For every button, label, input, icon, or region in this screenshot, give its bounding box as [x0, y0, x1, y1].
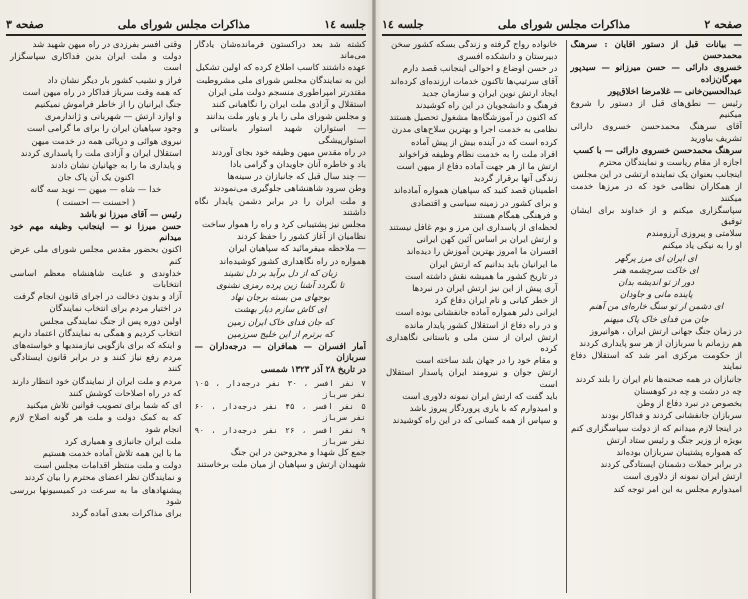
paragraph: خانواده رواج گرفته و زندگی بسکه کشور سخن	[391, 40, 558, 50]
paragraph: دولت و ملت ایران بدین فداکاری سپاسگزار است	[10, 52, 182, 74]
paragraph: آقای سرهنگ محمدحسن خسروی دارائی تشریف بیاورید	[570, 122, 742, 144]
paragraph: زندگی آنها برقرار گردید	[473, 174, 558, 185]
paragraph: ارتش ایران نمونه از دلاوری است	[623, 472, 742, 483]
paragraph: پاینده مانی و جاودان	[619, 290, 693, 301]
paragraph: جانبازان در همه صحنه‌ها نام ایران را بلند کردند	[575, 374, 742, 385]
paragraph: و اینکه که برای بازگویی نیازمندیها و خواسته‌های	[12, 341, 182, 352]
right-page-columns	[382, 40, 742, 593]
paragraph: اکنون یک آن پاک جان	[57, 173, 134, 184]
paragraph: ای که شما برای تصویب قوانین تلاش میکنید	[26, 401, 182, 412]
paragraph: تا نگردد آشنا زین پرده رمزی نشنوی	[216, 281, 345, 292]
paragraph: ۵ نفر افسر ، ۴۵ نفر درجه‌دار ، ۶۰ نفر سرباز	[194, 402, 366, 423]
paragraph: اجازه از مقام ریاست و نمایندگان محترم	[598, 158, 742, 169]
paragraph: آمار افسران — همافران — درجه‌داران — سربازان	[194, 342, 366, 364]
paragraph: نیروی هوائی و دریائی همه در خدمت میهن	[31, 136, 182, 147]
paragraph: خسروی دارائی — حسن میرزانو — سیدپور مهرگان‌زاده	[570, 63, 742, 85]
paragraph: امیدوارم مجلس به این امر توجه کند	[613, 484, 742, 495]
left-page	[0, 0, 372, 599]
paragraph: در راه مقدس میهن وظیفه خود بجای آوردند	[211, 147, 366, 158]
paragraph: جمع کل شهدا و مجروحین در این جنگ	[230, 447, 366, 458]
paragraph: از حکومت مرکزی امر شد که استقلال دفاع نمایند	[570, 351, 742, 373]
left-session-label: جلسه ۱٤	[324, 17, 366, 31]
paragraph: و در راه دفاع از استقلال کشور پایدار مانده	[404, 320, 558, 331]
paragraph: کرده است که در آینده بیش از پیش آماده	[411, 137, 558, 148]
paragraph: آری پیش از این نیز ارتش ایران در نبردها	[412, 284, 558, 295]
right-page-header	[382, 14, 742, 36]
right-page-column-right	[566, 40, 743, 593]
paragraph: در اینجا لازم میدانم که از دولت سپاسگزاری کنم	[571, 423, 742, 434]
paragraph: اینجانب بعنوان یک نماینده ارتشی در این مجلس	[573, 170, 742, 181]
paragraph: برای مذاکرات بعدی آماده گردد	[71, 508, 182, 519]
paragraph: که اکنون در آموزشگاه‌ها مشغول تحصیل هستند	[389, 113, 558, 124]
paragraph: سرهنگ محمدحسن خسروی دارائی — با کسب	[573, 145, 742, 156]
paragraph: سلامتی و پیروزی آرزومندم	[646, 229, 742, 240]
paragraph: — بیانات قبل از دستور آقایان : سرهنگ محمدحسن	[570, 40, 742, 62]
paragraph: و سپاس از همه کسانی که در این راه کوشیدند	[392, 416, 558, 427]
paragraph: دولت و ملت منتظر اقدامات مجلس است	[33, 461, 182, 472]
paragraph: مردم و ملت ایران از نمایندگان خود انتظار دارند	[11, 376, 182, 387]
paragraph: اطمینان قصد کنید که سپاهیان همواره آماده‌اند	[393, 186, 558, 197]
paragraph: افراد ملت را به خدمت نظام وظیفه فراخواند	[398, 149, 558, 160]
paragraph: سپاسگزاری میکنم و از خداوند برای ایشان توفیق	[570, 205, 742, 228]
paragraph: ۹ نفر افسر ، ۲۶ نفر درجه‌دار ، ۹۰ نفر سرباز	[194, 425, 366, 446]
paragraph: خدا — شاه — میهن — نوید سه گانه	[30, 185, 162, 196]
paragraph: رئیس — نطق‌های قبل از دستور را شروع میکنیم	[570, 99, 742, 121]
right-page-title: مذاکرات مجلس شورای ملی	[498, 17, 631, 31]
paragraph: که به کمک دولت و ملت هر گونه اصلاح لازم انجام شود	[10, 413, 182, 435]
paragraph: مردم رفع نیاز کنند و در برابر قانون ایستادگی کنند	[10, 353, 182, 375]
paragraph: نظامی به خدمت اجرا و بهترین سلاح‌های مدرن	[391, 125, 558, 136]
paragraph: وطن سرود شاهنشاهی جلوگیری می‌نمودند	[213, 184, 366, 195]
paragraph: ای ایران ای مرز پرگهر	[615, 253, 697, 264]
paragraph: بوجهای من بسته برجان نهاد	[230, 293, 330, 304]
paragraph: ایرانی دلیر همواره آماده جانفشانی بوده است	[395, 308, 558, 319]
paragraph: بویژه از وزیر جنگ و رئیس ستاد ارتش	[606, 435, 742, 446]
right-page-number: صفحه ۲	[704, 17, 742, 31]
right-page-column-left	[382, 40, 558, 593]
paragraph: باید گفت که ارتش ایران نمونه دلاوری است	[402, 391, 558, 402]
paragraph: و مقام خود را در جهان بلند ساخته است	[415, 356, 558, 367]
paragraph: هم رزمانم با سربازان از هر سو پایداری کردند	[579, 339, 742, 350]
paragraph: جان من فدای خاک پاک میهنم	[603, 314, 709, 325]
paragraph: سربازان جانفشانی کردند و فداکار بودند	[600, 411, 742, 422]
paragraph: — ملاحظه میفرمائید که سپاهیان ایران	[228, 244, 366, 255]
left-page-number: صفحه ۳	[6, 17, 44, 31]
paragraph: و مجلس شورای ملی را یار و یاور ملت بدانند	[205, 112, 366, 123]
paragraph: فراز و نشیب کشور بار دیگر نشان داد	[47, 75, 182, 86]
right-page	[376, 0, 748, 599]
paragraph: شهیدان ارتش و سپاهیان از میان ملت برخاستند	[196, 460, 366, 471]
paragraph: اکنون بحضور مقدس مجلس شورای ملی عرض کنم	[10, 245, 182, 267]
paragraph: بخصوص در نبرد دفاع از وطن	[636, 399, 742, 410]
paragraph: از همکاران نظامی خود که در مرزها خدمت میکنند	[570, 182, 742, 204]
paragraph: ( احسنت — احسنت )	[56, 197, 136, 208]
paragraph: در اختیار مردم برای انتخاب نمایندگان	[49, 304, 182, 315]
paragraph: استقلال و آزادی ملت ایران را نگاهبانی کنند	[211, 100, 366, 111]
paragraph: و فرهنگی همگام هستند	[473, 210, 558, 221]
paragraph: چه در دشت و چه در کوهستان	[633, 386, 742, 397]
paragraph: استقلال ایران و آزادی ملت را پاسداری کردند	[20, 148, 182, 159]
paragraph: خداوندی و عنایت شاهنشاه معظم اساسی انتخابات	[10, 268, 182, 291]
paragraph: آقای سرتیپ‌ها تاکنون خدمات ارزنده‌ای کرده‌اند	[390, 76, 558, 87]
paragraph: وجود سپاهیان ایران را برای ما گرامی است	[26, 124, 182, 135]
paragraph: و امیدوارم که با یاری پروردگار پیروز باشد	[409, 404, 558, 415]
paragraph: در تاریخ کشور ما همیشه نقش داشته است	[405, 271, 558, 282]
paragraph: و ارتش ایران بر اساس آئین کهن ایرانی	[416, 235, 558, 246]
paragraph: و اوازد ارتش — شهربانی و ژاندارمری	[44, 112, 182, 123]
paragraph: ارتش ما از هر جهت آماده دفاع از میهن است	[396, 162, 558, 173]
left-page-column-right	[190, 40, 367, 593]
paragraph: که همه وقت سرباز فداکار در راه میهن است	[22, 87, 182, 98]
paragraph: فرهنگ و دانشجویان در این راه کوشیدند	[415, 101, 558, 112]
paragraph: اولین دوره پس از جنگ نمایندگی مجلس	[40, 316, 182, 327]
paragraph: ایجاد ارتش نوین ایران و سازمان جدید	[422, 88, 558, 99]
paragraph: که همواره پشتیبان سربازان بوده‌اند	[616, 447, 742, 458]
paragraph: آزاد و بدون دخالت در اجرای قانون انجام گرفت	[13, 292, 182, 303]
paragraph: زبان که از دل برآید بر دل نشیند	[223, 268, 337, 279]
paragraph: در حسن اوضاع و احوالی اینجانب قصد دارم	[402, 64, 558, 75]
paragraph: او را به نیکی یاد میکنم	[662, 241, 742, 252]
paragraph: وقتی افسر بفرزدی در راه میهن شهید شد	[32, 40, 182, 50]
paragraph: ارتش ایران از سنن ملی و باستانی نگاهداری کرده	[386, 332, 558, 355]
paragraph: — استواران شهید استوار باستانی و استوارپیشگی	[194, 124, 366, 146]
paragraph: جنگ ایرانیان را از خاطر فراموش نمیکنیم	[34, 100, 182, 111]
left-page-header	[6, 14, 366, 36]
left-page-title: مذاکرات مجلس شورای ملی	[117, 17, 251, 31]
paragraph: رئیس — آقای میرزا نو باشد	[79, 209, 182, 220]
paragraph: پیشنهادهای ما به سرعت در کمیسیونها بررسی شود	[10, 485, 182, 507]
paragraph: ای خاکت سرچشمه هنر	[614, 265, 699, 276]
paragraph: نظامیان از آغاز کشور را حفظ کردند	[236, 232, 366, 243]
paragraph: مقتدرتر امپراطوری منسجم دولت ملی ایران	[208, 87, 366, 98]
paragraph: ما با این همه تلاش آماده خدمت هستیم	[42, 448, 182, 459]
paragraph: از خطر کیانی و نام ایران دفاع کرد	[434, 296, 558, 307]
left-page-columns	[6, 40, 366, 593]
paragraph: حسن میرزا نو — اینجانب وظیفه مهم خود میدانم	[10, 222, 182, 244]
paragraph: افسران ما امروز بهترین آموزش را دیده‌اند	[406, 247, 558, 258]
paragraph: در تاریخ ۲۸ آذر ۱۳۲۳ شمسی	[260, 365, 366, 376]
paragraph: — چند سال قبل که جانبازان در سینه‌ها	[227, 172, 366, 183]
paragraph: و نمایندگان نظر اعضای محترم را بیان کردند	[24, 473, 182, 484]
paragraph: دور از تو اندیشه بدان	[618, 278, 695, 289]
paragraph: یاد و خاطره آنان جاویدان و گرامی بادا	[230, 160, 366, 171]
paragraph: که جان فدای خاک ایران زمین	[227, 317, 334, 328]
paragraph: و پایداری ما را به جهانیان نشان دادند	[50, 161, 182, 172]
paragraph: کشته شد بعد دراکستون فرمانده‌شان یادگار می‌ماند	[194, 40, 366, 62]
paragraph: ای دشمن ار تو سنگ خاره‌ای من آهنم	[589, 302, 724, 313]
paragraph: انتخاب کردیم و همگی به نمایندگان اعتماد داریم	[12, 328, 182, 339]
paragraph: و برای کشور در زمینه سیاسی و اقتصادی	[410, 198, 558, 209]
paragraph: دبیرستان و دانشکده افسری	[457, 52, 558, 63]
paragraph: و ملت ایران را در برابر دشمن پایدار نگاه داشتند	[194, 196, 366, 218]
paragraph: که در راه اصلاحات کوشش کنند	[68, 388, 182, 399]
paragraph: عبدالحسین‌خانی — غلامرضا اخلاق‌پور	[607, 86, 742, 97]
paragraph: مجلس نیز پشتیبانی کرد و راه را هموار ساخت	[202, 220, 366, 231]
paragraph: ما ایرانیان باید بدانیم که ارتش ایران	[429, 259, 558, 270]
paragraph: که برترم از این خلیج سرزمین	[227, 329, 334, 340]
paragraph: عهده داشتند کاسب اطلاع کرده که اولین تشکیل	[195, 63, 366, 74]
paragraph: ۷ نفر افسر ، ۳۰ نفر درجه‌دار ، ۱۰۵ نفر سرباز	[194, 378, 366, 399]
paragraph: ملت ایران جانبازی و همیاری کرد	[64, 436, 182, 447]
paragraph: ای کاش سازم دیار بهشت	[234, 305, 327, 316]
paragraph: لحظه‌ای از پاسداری این مرز و بوم غافل نیستند	[388, 223, 558, 234]
left-page-column-left	[6, 40, 182, 593]
paragraph: در برابر حملات دشمنان ایستادگی کردند	[600, 460, 742, 471]
paragraph: همواره در راه نگاهداری کشور کوشیده‌اند	[219, 256, 366, 267]
paragraph: ارتش جوان و نیرومند ایران پاسدار استقلال است	[386, 368, 558, 390]
paragraph: این به نمایندگان مجلس شورای ملی مشروطیت	[196, 75, 366, 86]
paragraph: در زمان جنگ جهانی ارتش ایران ، هوانیروز	[589, 326, 742, 337]
right-session-label: جلسه ۱٤	[382, 17, 424, 31]
